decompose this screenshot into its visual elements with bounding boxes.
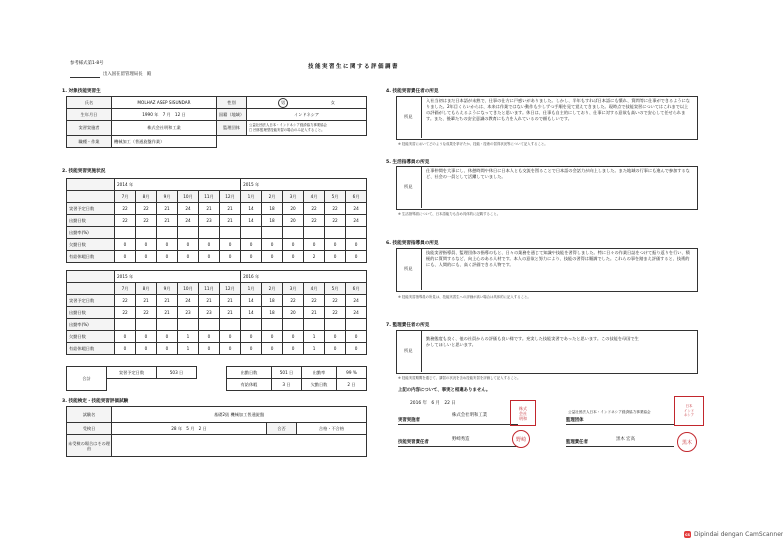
declaration: 上記の内容について、事実と相違ありません。 xyxy=(398,388,491,393)
attendance-cell xyxy=(220,319,241,331)
attendance-cell xyxy=(241,319,262,331)
section7-heading: 7. 監理責任者の所見 xyxy=(386,323,430,328)
attendance-cell: 21 xyxy=(199,295,220,307)
month-header: 7月 xyxy=(115,191,136,203)
attendance-cell: 14 xyxy=(241,215,262,227)
attendance-cell: 0 xyxy=(346,251,367,263)
attendance-cell: 0 xyxy=(262,331,283,343)
row-label: 実習予定日数 xyxy=(67,295,115,307)
attendance-cell: 0 xyxy=(325,251,346,263)
section4-text: 入社当初はまだ日本語が未熟で、仕事の仕方に戸惑いがありました。しかし、半年もすれば日本語にも慣れ、質問等に仕事ができるようになりました。2年目くらいからは、本来は作業ではない動作も少しずつ手順を見て覚えてきました。現時点で技能実習についてはこれまで以上の評価がしてもらえるようになってきたと思います。休日は、仕事も自主的にしており、仕事に対する意欲も高いので安心して任せられます。また、後輩たちの安全意識の教育にも力を入れているので頼もしいです。 xyxy=(426,98,690,121)
planned-value: 503 日 xyxy=(157,367,197,379)
month-header: 3月 xyxy=(283,191,304,203)
attendance-cell: 21 xyxy=(220,215,241,227)
attendance-cell: 21 xyxy=(136,295,157,307)
exam-label: 試験名 xyxy=(67,407,112,423)
attendance-cell: 0 xyxy=(115,343,136,355)
attendance-cell: 0 xyxy=(199,343,220,355)
attendance-cell: 23 xyxy=(199,307,220,319)
month-header: 1月 xyxy=(241,191,262,203)
attendance-cell: 20 xyxy=(283,215,304,227)
rate-label: 出勤率 xyxy=(302,367,337,379)
section5-note: ※ 生活指導面について、日本語能力も含め具体的に記載すること。 xyxy=(398,212,501,216)
employer-value: 株式会社明和工業 xyxy=(452,413,488,418)
supervisor-org: 公益社団法人日本・インドネシア経済協力事業協会 xyxy=(249,123,327,128)
name-value: MOLHAZ ASEP SISUNDAR xyxy=(112,97,217,109)
planned-label: 実習予定日数 xyxy=(107,367,157,379)
trainer-label: 技能実習責任者 xyxy=(398,440,429,445)
attendance-cell: 0 xyxy=(136,251,157,263)
paid-label: 有給休暇 xyxy=(227,379,272,391)
attendance-cell: 22 xyxy=(115,295,136,307)
month-header: 9月 xyxy=(157,283,178,295)
attendance-cell: 22 xyxy=(115,215,136,227)
attendance-cell: 22 xyxy=(304,203,325,215)
declaration-date: 2016 年 6 月 22 日 xyxy=(410,401,456,406)
attendance-cell xyxy=(304,319,325,331)
attendance-cell: 21 xyxy=(220,203,241,215)
attendance-corner xyxy=(67,179,115,191)
month-header: 8月 xyxy=(136,283,157,295)
month-header: 1月 xyxy=(241,283,262,295)
attendance-cell: 14 xyxy=(241,203,262,215)
employer-label: 実習実施者 xyxy=(398,418,420,423)
exam-result-label: 合否 xyxy=(267,423,297,435)
attendance-cell xyxy=(346,319,367,331)
attendance-cell xyxy=(115,227,136,239)
attendance-cell xyxy=(241,227,262,239)
trainer-value: 野崎秀造 xyxy=(452,437,470,442)
month-header: 7月 xyxy=(115,283,136,295)
year-label-a: 2014 年 xyxy=(115,179,241,191)
attendance-cell xyxy=(178,319,199,331)
month-header: 9月 xyxy=(157,191,178,203)
month-header: 4月 xyxy=(304,283,325,295)
year-label-a: 2015 年 xyxy=(115,271,241,283)
gender-label: 性別 xyxy=(217,97,247,109)
addressee: 出入国在留管理局長 殿 xyxy=(103,72,152,77)
dob-label: 生年月日 xyxy=(67,109,112,121)
absent-value: 2 日 xyxy=(337,379,367,391)
section5-text: 仕事仲間を大事にし、休憩時間や休日に日本人とも交流を図ることで日本語の会話力が向上しました。また地域の行事にも進んで参加するなど、社会の一員として活躍していました。 xyxy=(426,168,690,179)
gender-cell xyxy=(247,97,367,109)
month-header: 3月 xyxy=(283,283,304,295)
attendance-cell: 22 xyxy=(136,203,157,215)
attendance-cell: 24 xyxy=(346,203,367,215)
attendance-cell: 2 xyxy=(304,251,325,263)
attendance-table-2 xyxy=(66,270,367,355)
association-seal-stamp: 日本 インド ネシア xyxy=(674,396,704,426)
attendance-cell: 22 xyxy=(325,203,346,215)
page-title: 技能実習生に関する評価調書 xyxy=(308,64,400,70)
section2-heading: 2. 技能実習実施状況 xyxy=(62,169,106,174)
attendance-cell: 22 xyxy=(325,307,346,319)
attendance-cell: 22 xyxy=(115,307,136,319)
attendance-cell: 0 xyxy=(157,343,178,355)
attendance-cell: 21 xyxy=(199,203,220,215)
attendance-cell xyxy=(346,227,367,239)
section5-label: 所見 xyxy=(404,184,413,189)
attendance-cell: 0 xyxy=(199,239,220,251)
row-label: 出勤率(%) xyxy=(67,319,115,331)
month-header: 10月 xyxy=(178,191,199,203)
dob-value: 1990 年 7 月 12 日 xyxy=(112,109,217,121)
trainer-seal-stamp: 野崎 xyxy=(512,430,530,448)
section4-note: ※ 技能実習においてどのような成果を挙げたか、技能・技術の習得状況等について記入すること。 xyxy=(398,142,548,146)
camscanner-watermark xyxy=(684,531,783,538)
attendance-cell: 21 xyxy=(157,295,178,307)
section1-heading: 1. 対象技能実習生 xyxy=(62,89,101,94)
exam-value: 基礎2級 機械加工普通旋盤 xyxy=(112,407,367,423)
job-value: 機械加工（普通旋盤作業） xyxy=(112,136,217,148)
trainee-info-table xyxy=(66,96,367,148)
attendance-cell xyxy=(136,227,157,239)
section7-label: 所見 xyxy=(404,348,413,353)
attendance-cell: 21 xyxy=(157,307,178,319)
attendance-cell xyxy=(157,227,178,239)
supervisor-note: □ 団体監理型技能実習の場合のみ記入すること。 xyxy=(249,128,325,132)
attendance-cell: 22 xyxy=(325,295,346,307)
supervisor-org-value: 公益社団法人日本・インドネシア経済協力事業協会 xyxy=(568,410,651,414)
attendance-cell: 0 xyxy=(241,251,262,263)
attendance-cell: 0 xyxy=(241,343,262,355)
gender-female: 女 xyxy=(330,99,335,105)
row-label: 出勤日数 xyxy=(67,215,115,227)
attendance-cell: 0 xyxy=(136,343,157,355)
month-header: 10月 xyxy=(178,283,199,295)
attendance-cell: 0 xyxy=(220,251,241,263)
month-header: 4月 xyxy=(304,191,325,203)
attendance-table-1 xyxy=(66,178,367,263)
attendance-cell xyxy=(220,227,241,239)
attendance-cell: 0 xyxy=(241,331,262,343)
attendance-cell: 24 xyxy=(346,295,367,307)
attendance-cell: 21 xyxy=(304,307,325,319)
attendance-cell: 0 xyxy=(283,239,304,251)
attendance-cell: 0 xyxy=(262,251,283,263)
section6-heading: 6. 技能実習指導員の所見 xyxy=(386,241,439,246)
row-label: 欠勤日数 xyxy=(67,239,115,251)
attendance-cell: 0 xyxy=(178,251,199,263)
attendance-cell: 18 xyxy=(262,295,283,307)
section6-note: ※ 技能実習指導員の所見は、技能実習生への評価が高い場合は具体的に記入すること。 xyxy=(398,295,531,299)
attendance-cell: 24 xyxy=(178,295,199,307)
supervisor-person-value: 黒木 宏高 xyxy=(616,437,635,442)
attendance-cell: 22 xyxy=(304,295,325,307)
attendance-cell: 0 xyxy=(325,331,346,343)
camscanner-text: Dipindai dengan CamScanner xyxy=(694,531,783,538)
supervisor-org-label: 監理団体 xyxy=(566,418,584,423)
attendance-cell: 22 xyxy=(325,215,346,227)
exam-date-label: 受検日 xyxy=(67,423,112,435)
section7-note: ※ 技能実習期間を通じて、講習の状況を含め技能実習を評価して記入すること。 xyxy=(398,376,521,380)
name-label: 氏名 xyxy=(67,97,112,109)
attendance-cell: 0 xyxy=(283,343,304,355)
attendance-cell: 0 xyxy=(325,239,346,251)
exam-reason-label: 未受検の場合はその理由 xyxy=(67,435,112,457)
attendance-cell: 0 xyxy=(346,239,367,251)
attendance-cell: 23 xyxy=(199,215,220,227)
attendance-cell: 0 xyxy=(115,251,136,263)
attend-value: 501 日 xyxy=(272,367,302,379)
attendance-cell: 0 xyxy=(262,239,283,251)
attendance-cell xyxy=(262,227,283,239)
form-number: 参考様式第1-8号 xyxy=(70,61,104,66)
attendance-cell: 22 xyxy=(283,295,304,307)
supervisor-value xyxy=(247,121,367,136)
month-header: 12月 xyxy=(220,283,241,295)
attendance-cell: 0 xyxy=(136,331,157,343)
attendance-cell: 14 xyxy=(241,307,262,319)
attendance-cell xyxy=(262,319,283,331)
section4-label: 所見 xyxy=(404,114,413,119)
attendance-cell: 22 xyxy=(136,215,157,227)
row-label: 出勤率(%) xyxy=(67,227,115,239)
attendance-cell: 0 xyxy=(115,331,136,343)
attendance-cell: 0 xyxy=(136,239,157,251)
attendance-cell: 1 xyxy=(304,343,325,355)
attendance-cell: 0 xyxy=(178,239,199,251)
attendance-cell: 14 xyxy=(241,295,262,307)
attendance-cell: 0 xyxy=(199,251,220,263)
section4-heading: 4. 技能実習責任者の所見 xyxy=(386,89,439,94)
attendance-cell: 18 xyxy=(262,215,283,227)
attendance-cell xyxy=(304,227,325,239)
attendance-cell: 22 xyxy=(136,307,157,319)
attendance-cell: 21 xyxy=(157,215,178,227)
attendance-cell: 1 xyxy=(304,331,325,343)
attendance-cell: 18 xyxy=(262,307,283,319)
month-header: 6月 xyxy=(346,283,367,295)
attendance-cell: 24 xyxy=(178,215,199,227)
attendance-cell: 24 xyxy=(346,307,367,319)
year-label-b: 2016 年 xyxy=(241,271,367,283)
exam-reason-value xyxy=(112,435,367,457)
rate-value: 99 % xyxy=(337,367,367,379)
attendance-cell: 0 xyxy=(346,343,367,355)
section3-heading: 3. 技能検定・技能実習評価試験 xyxy=(62,399,129,404)
supervisor-label: 監理団体 xyxy=(217,121,247,136)
attendance-cell xyxy=(157,319,178,331)
attendance-cell: 21 xyxy=(157,203,178,215)
addressee-underline xyxy=(70,77,100,78)
year-label-b: 2015 年 xyxy=(241,179,367,191)
attendance-cell: 0 xyxy=(157,331,178,343)
month-header: 6月 xyxy=(346,191,367,203)
exam-result-value xyxy=(297,423,367,435)
month-header: 2月 xyxy=(262,283,283,295)
attendance-cell: 0 xyxy=(283,331,304,343)
attendance-totals xyxy=(66,366,367,391)
attendance-cell: 23 xyxy=(178,307,199,319)
gender-male: 男 xyxy=(278,98,288,108)
exam-result-text: 合格・不合格 xyxy=(318,425,345,431)
attendance-cell: 21 xyxy=(220,295,241,307)
exam-table xyxy=(66,406,367,457)
attendance-cell: 0 xyxy=(304,239,325,251)
attendance-cell xyxy=(115,319,136,331)
month-header: 5月 xyxy=(325,191,346,203)
attendance-cell xyxy=(199,227,220,239)
attendance-cell: 0 xyxy=(220,239,241,251)
org-label: 実習実施者 xyxy=(67,121,112,136)
absent-label: 欠勤日数 xyxy=(302,379,337,391)
supervisor-seal-stamp: 黒木 xyxy=(677,432,697,452)
attendance-corner xyxy=(67,271,115,283)
job-label: 職種・作業 xyxy=(67,136,112,148)
nationality-value: インドネシア xyxy=(247,109,367,121)
attendance-cell: 0 xyxy=(325,343,346,355)
org-value: 株式会社明和工業 xyxy=(112,121,217,136)
attendance-cell: 0 xyxy=(241,239,262,251)
row-label: 実習予定日数 xyxy=(67,203,115,215)
attendance-cell: 22 xyxy=(304,215,325,227)
attendance-cell: 0 xyxy=(346,331,367,343)
row-label: 欠勤日数 xyxy=(67,331,115,343)
attendance-cell: 22 xyxy=(115,203,136,215)
attendance-cell: 20 xyxy=(283,203,304,215)
attendance-cell xyxy=(283,319,304,331)
month-header: 12月 xyxy=(220,191,241,203)
camscanner-icon: cs xyxy=(685,532,690,537)
attend-label: 出勤日数 xyxy=(227,367,272,379)
section7-text: 勤務態度も良く、他の社員からの評価も良い様です。充実した技能実習であったと思います。この技能を母国で生かしてほしいと思います。 xyxy=(426,336,639,347)
attendance-cell: 24 xyxy=(346,215,367,227)
attendance-cell: 0 xyxy=(220,343,241,355)
attendance-cell: 0 xyxy=(262,343,283,355)
month-header: 2月 xyxy=(262,191,283,203)
nationality-label: 国籍（地域） xyxy=(217,109,247,121)
attendance-cell: 21 xyxy=(220,307,241,319)
attendance-cell xyxy=(325,319,346,331)
attendance-cell: 0 xyxy=(283,251,304,263)
totals-label: 合計 xyxy=(67,367,107,391)
attendance-cell xyxy=(325,227,346,239)
attendance-cell xyxy=(199,319,220,331)
attendance-cell: 0 xyxy=(157,239,178,251)
month-header: 5月 xyxy=(325,283,346,295)
attendance-cell xyxy=(283,227,304,239)
paid-value: 3 日 xyxy=(272,379,302,391)
row-label: 有給休暇日数 xyxy=(67,251,115,263)
month-header: 11月 xyxy=(199,283,220,295)
attendance-cell: 0 xyxy=(199,331,220,343)
attendance-cell: 18 xyxy=(262,203,283,215)
attendance-cell xyxy=(136,319,157,331)
month-header: 11月 xyxy=(199,191,220,203)
supervisor-person-label: 監理責任者 xyxy=(566,440,588,445)
attendance-cell: 24 xyxy=(178,203,199,215)
section5-heading: 5. 生活指導員の所見 xyxy=(386,160,430,165)
section6-text: 技能実習指導員、監理団体の指導のもと、日々の業務を通じて知識や技能を習得しました。特に日々の作業日誌をつけて振り返りを行い、積極的に質問するなど、向上心のある人材です。本人の意欲と努力により、技能の習得は順調でした。これらの事を踏まえ評価すると、技術的にも、人間的にも、高く評価できる人物です。 xyxy=(426,250,690,267)
attendance-cell: 1 xyxy=(178,343,199,355)
attendance-cell: 0 xyxy=(220,331,241,343)
attendance-cell xyxy=(178,227,199,239)
month-header: 8月 xyxy=(136,191,157,203)
attendance-cell: 0 xyxy=(157,251,178,263)
attendance-cell: 1 xyxy=(178,331,199,343)
row-label: 出勤日数 xyxy=(67,307,115,319)
section6-label: 所見 xyxy=(404,266,413,271)
attendance-cell: 20 xyxy=(283,307,304,319)
row-label: 有給休暇日数 xyxy=(67,343,115,355)
company-seal-stamp: 株式 会社 明和 xyxy=(510,400,536,426)
exam-date-value: 28 年 5 月 2 日 xyxy=(112,423,267,435)
attendance-cell: 0 xyxy=(115,239,136,251)
